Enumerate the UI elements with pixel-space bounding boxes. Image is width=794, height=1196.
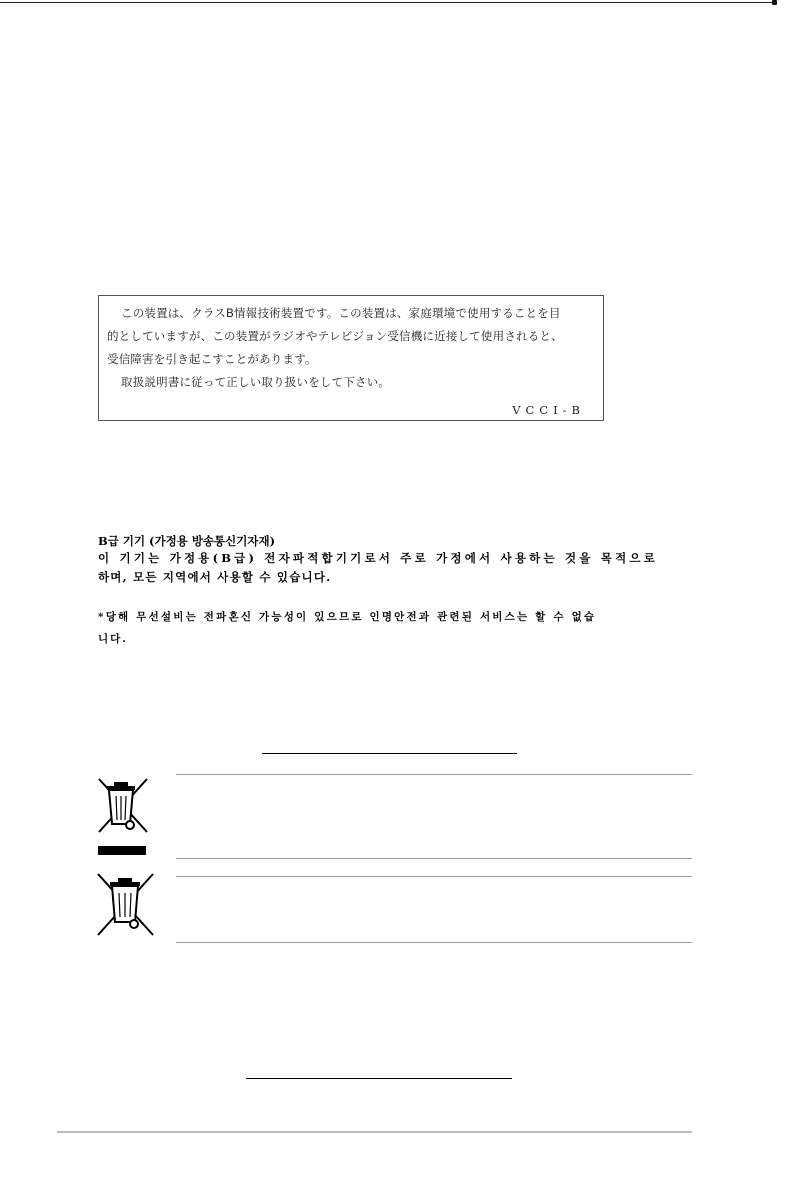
vcci-line-1: この装置は、クラスB情報技術装置です。この装置は、家庭環境で使用することを目 <box>121 306 561 320</box>
vcci-line-3: 受信障害を引き起こすことがあります。 <box>107 352 317 366</box>
vcci-notice-box <box>98 295 604 421</box>
crossed-out-wheeled-bin-icon <box>96 776 150 858</box>
header-rule-marker <box>772 0 777 5</box>
vcci-line-2: 的としていますが、この装置がラジオやテレビジョン受信機に近接して使用されると、 <box>107 329 563 343</box>
weee-block-2-bottom-rule <box>176 942 692 943</box>
kc-notice-title: B급 기기 (가정용 방송통신기자재) <box>98 534 276 548</box>
footer-rule <box>57 1131 692 1133</box>
section-heading-underline <box>246 1078 512 1079</box>
weee-block-1-top-rule <box>176 774 692 775</box>
kc-notice-body-line-2: 하며, 모든 지역에서 사용할 수 있습니다. <box>98 570 332 584</box>
kc-notice-body-line-1: 이 기기는 가정용(B급) 전자파적합기기로서 주로 가정에서 사용하는 것을 목적으로 <box>98 551 659 565</box>
section-heading-underline <box>262 753 517 754</box>
vcci-class-mark: VCCI-B <box>512 403 585 417</box>
header-rule <box>0 0 794 5</box>
vcci-line-4: 取扱説明書に従って正しい取り扱いをして下さい。 <box>121 375 391 389</box>
kc-wireless-note-line-2: 니다. <box>98 633 128 645</box>
weee-block-1-bottom-rule <box>176 858 692 859</box>
weee-block-2-top-rule <box>176 876 692 877</box>
kc-wireless-note-line-1: *당해 무선설비는 전파혼신 가능성이 있으므로 인명안전과 관련된 서비스는 할 수 없습 <box>98 611 597 623</box>
crossed-out-wheeled-bin-icon <box>96 872 156 938</box>
header-rule-line <box>0 2 773 3</box>
